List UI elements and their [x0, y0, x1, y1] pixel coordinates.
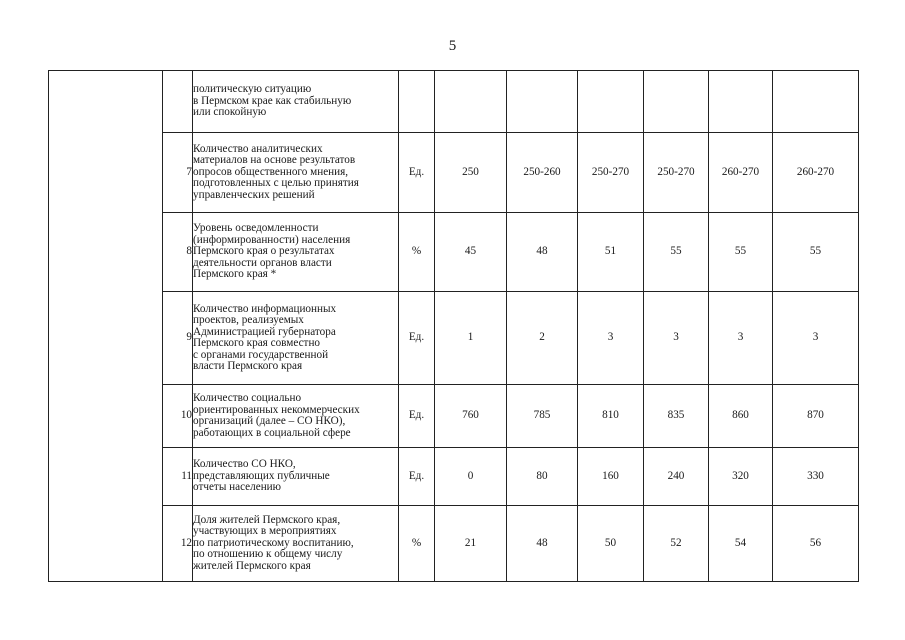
value-cell: 260-270 [773, 133, 859, 213]
value-cell: 320 [709, 448, 773, 506]
value-cell: 250-270 [644, 133, 709, 213]
indicator-name: Количество СО НКО, представляющих публичные отчеты населению [193, 448, 399, 506]
table-row [49, 213, 859, 292]
value-cell [773, 71, 859, 133]
indicator-name: Доля жителей Пермского края, участвующих в мероприятиях по патриотическому воспитанию, по отношению к общему числу жителей Пермского края [193, 506, 399, 582]
value-cell: 330 [773, 448, 859, 506]
value-cell: 55 [773, 213, 859, 292]
indicator-name: Количество социально ориентированных некоммерческих организаций (далее – СО НКО), работающих в социальной сфере [193, 385, 399, 448]
value-cell: 45 [435, 213, 507, 292]
value-cell: 55 [644, 213, 709, 292]
table-row [49, 292, 859, 385]
unit-cell: Ед. [399, 448, 435, 506]
indicators-table [48, 70, 859, 582]
row-number: 11 [163, 448, 193, 506]
value-cell: 870 [773, 385, 859, 448]
value-cell: 0 [435, 448, 507, 506]
value-cell: 3 [578, 292, 644, 385]
indicator-name: Количество информационных проектов, реализуемых Администрацией губернатора Пермского края совместно с органами государственной власти Пермского края [193, 292, 399, 385]
unit-cell: % [399, 506, 435, 582]
value-cell: 785 [507, 385, 578, 448]
value-cell: 50 [578, 506, 644, 582]
value-cell: 810 [578, 385, 644, 448]
value-cell: 2 [507, 292, 578, 385]
unit-cell: Ед. [399, 292, 435, 385]
indicator-name: Уровень осведомленности (информированности) населения Пермского края о результатах деятельности органов власти Пермского края * [193, 213, 399, 292]
row-number: 10 [163, 385, 193, 448]
value-cell: 240 [644, 448, 709, 506]
value-cell: 52 [644, 506, 709, 582]
row-number: 9 [163, 292, 193, 385]
value-cell: 3 [709, 292, 773, 385]
unit-cell: Ед. [399, 133, 435, 213]
value-cell: 250-260 [507, 133, 578, 213]
value-cell: 835 [644, 385, 709, 448]
value-cell: 760 [435, 385, 507, 448]
indicator-name: политическую ситуацию в Пермском крае как стабильную или спокойную [193, 71, 399, 133]
value-cell [507, 71, 578, 133]
value-cell: 1 [435, 292, 507, 385]
value-cell: 55 [709, 213, 773, 292]
value-cell [644, 71, 709, 133]
table-row [49, 448, 859, 506]
value-cell: 51 [578, 213, 644, 292]
table-row [49, 385, 859, 448]
value-cell: 3 [773, 292, 859, 385]
page-number: 5 [448, 38, 457, 54]
value-cell: 160 [578, 448, 644, 506]
value-cell: 860 [709, 385, 773, 448]
row-number: 7 [163, 133, 193, 213]
table-row [49, 506, 859, 582]
value-cell: 48 [507, 506, 578, 582]
indicator-name: Количество аналитических материалов на основе результатов опросов общественного мнения, подготовленных с целью принятия управленческих решений [193, 133, 399, 213]
unit-cell [399, 71, 435, 133]
value-cell: 250 [435, 133, 507, 213]
merged-section-cell [49, 71, 163, 582]
table-row [49, 71, 859, 133]
value-cell: 80 [507, 448, 578, 506]
table-row [49, 133, 859, 213]
row-number: 8 [163, 213, 193, 292]
value-cell [435, 71, 507, 133]
value-cell: 21 [435, 506, 507, 582]
value-cell: 56 [773, 506, 859, 582]
value-cell: 54 [709, 506, 773, 582]
value-cell: 48 [507, 213, 578, 292]
value-cell: 260-270 [709, 133, 773, 213]
value-cell [578, 71, 644, 133]
unit-cell: % [399, 213, 435, 292]
unit-cell: Ед. [399, 385, 435, 448]
value-cell: 3 [644, 292, 709, 385]
value-cell [709, 71, 773, 133]
row-number [163, 71, 193, 133]
row-number: 12 [163, 506, 193, 582]
value-cell: 250-270 [578, 133, 644, 213]
